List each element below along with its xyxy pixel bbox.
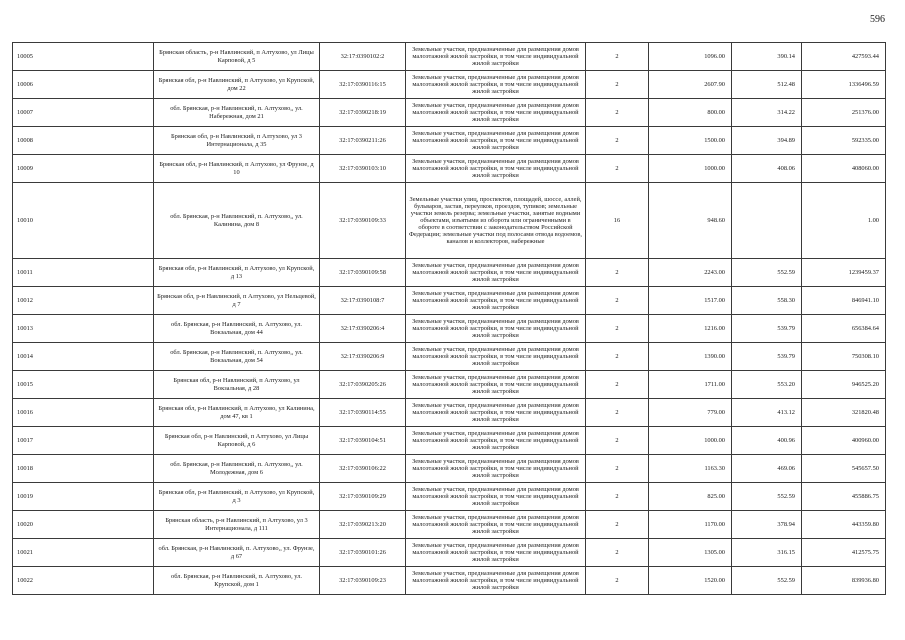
cadastral-value-cell: 1239459.37 <box>802 259 886 287</box>
record-id-cell: 10014 <box>13 343 154 371</box>
record-id-cell: 10022 <box>13 567 154 595</box>
table-row <box>13 427 886 455</box>
area-cell: 948.60 <box>649 183 732 259</box>
area-cell: 1216.00 <box>649 315 732 343</box>
land-use-cell: Земельные участки, предназначенные для размещения домов малоэтажной жилой застройки, в том числе индивидуальной жилой застройки <box>406 315 586 343</box>
specific-value-cell <box>732 183 802 259</box>
land-use-cell: Земельные участки улиц, проспектов, площадей, шоссе, аллей, бульваров, застав, переулков, проездов, тупиков; земельные участки земель резерва; земельные участки, занятые водными объектами, изъятыми из оборота или ограниченными в обороте в соответствии с законодательством Российской Федерации; земельные участки под полосами отвода водоемов, каналов и коллекторов, набережные <box>406 183 586 259</box>
land-use-cell: Земельные участки, предназначенные для размещения домов малоэтажной жилой застройки, в том числе индивидуальной жилой застройки <box>406 399 586 427</box>
cadastral-value-table <box>12 42 886 595</box>
cadastral-value-cell: 545657.50 <box>802 455 886 483</box>
use-group-cell: 2 <box>586 483 649 511</box>
cadastral-value-cell: 321820.48 <box>802 399 886 427</box>
cadastral-number-cell: 32:17:0390211:26 <box>320 127 406 155</box>
area-cell: 825.00 <box>649 483 732 511</box>
area-cell: 1520.00 <box>649 567 732 595</box>
page-number: 596 <box>870 14 885 25</box>
area-cell: 1517.00 <box>649 287 732 315</box>
address-cell: Брянская обл, р-н Навлинский, п Алтухово, ул Нельцевой, д 7 <box>154 287 320 315</box>
table-body <box>13 43 886 595</box>
address-cell: Брянская обл, р-н Навлинский, п Алтухово, ул Лицы Карповой, д 6 <box>154 427 320 455</box>
record-id-cell: 10007 <box>13 99 154 127</box>
land-use-cell: Земельные участки, предназначенные для размещения домов малоэтажной жилой застройки, в том числе индивидуальной жилой застройки <box>406 127 586 155</box>
table-row <box>13 567 886 595</box>
cadastral-number-cell: 32:17:0390106:22 <box>320 455 406 483</box>
cadastral-value-cell: 427593.44 <box>802 43 886 71</box>
use-group-cell: 2 <box>586 567 649 595</box>
specific-value-cell: 552.59 <box>732 483 802 511</box>
specific-value-cell: 413.12 <box>732 399 802 427</box>
land-use-cell: Земельные участки, предназначенные для размещения домов малоэтажной жилой застройки, в том числе индивидуальной жилой застройки <box>406 259 586 287</box>
table-row <box>13 155 886 183</box>
table-row <box>13 455 886 483</box>
specific-value-cell: 539.79 <box>732 343 802 371</box>
record-id-cell: 10010 <box>13 183 154 259</box>
table-row <box>13 315 886 343</box>
area-cell: 1305.00 <box>649 539 732 567</box>
use-group-cell: 2 <box>586 343 649 371</box>
address-cell: Брянская обл, р-н Навлинский, п Алтухово, ул Вокзальная, д 28 <box>154 371 320 399</box>
area-cell: 1096.00 <box>649 43 732 71</box>
land-use-cell: Земельные участки, предназначенные для размещения домов малоэтажной жилой застройки, в том числе индивидуальной жилой застройки <box>406 71 586 99</box>
cadastral-value-cell: 846941.10 <box>802 287 886 315</box>
specific-value-cell: 558.30 <box>732 287 802 315</box>
cadastral-number-cell: 32:17:0390109:58 <box>320 259 406 287</box>
use-group-cell: 2 <box>586 155 649 183</box>
use-group-cell: 16 <box>586 183 649 259</box>
address-cell: обл. Брянская, р-н Навлинский, п. Алтухово,, ул. Набережная, дом 21 <box>154 99 320 127</box>
cadastral-number-cell: 32:17:0390109:29 <box>320 483 406 511</box>
table-row <box>13 287 886 315</box>
land-use-cell: Земельные участки, предназначенные для размещения домов малоэтажной жилой застройки, в том числе индивидуальной жилой застройки <box>406 155 586 183</box>
area-cell: 800.00 <box>649 99 732 127</box>
record-id-cell: 10016 <box>13 399 154 427</box>
land-use-cell: Земельные участки, предназначенные для размещения домов малоэтажной жилой застройки, в том числе индивидуальной жилой застройки <box>406 343 586 371</box>
table-row <box>13 399 886 427</box>
specific-value-cell: 539.79 <box>732 315 802 343</box>
specific-value-cell: 316.15 <box>732 539 802 567</box>
cadastral-value-cell: 946525.20 <box>802 371 886 399</box>
cadastral-number-cell: 32:17:0390206:4 <box>320 315 406 343</box>
address-cell: Брянская обл, р-н Навлинский, п Алтухово, ул 3 Интернационала, д 35 <box>154 127 320 155</box>
record-id-cell: 10018 <box>13 455 154 483</box>
specific-value-cell: 400.96 <box>732 427 802 455</box>
specific-value-cell: 552.59 <box>732 259 802 287</box>
table-row <box>13 371 886 399</box>
address-cell: Брянская обл, р-н Навлинский, п Алтухово, ул Крупской, д 13 <box>154 259 320 287</box>
table-row <box>13 539 886 567</box>
address-cell: обл. Брянская, р-н Навлинский, п. Алтухово, ул. Крупской, дом 1 <box>154 567 320 595</box>
use-group-cell: 2 <box>586 315 649 343</box>
specific-value-cell: 469.06 <box>732 455 802 483</box>
address-cell: Брянская обл, р-н Навлинский, п Алтухово, ул Фрунзе, д 10 <box>154 155 320 183</box>
land-use-cell: Земельные участки, предназначенные для размещения домов малоэтажной жилой застройки, в том числе индивидуальной жилой застройки <box>406 455 586 483</box>
cadastral-number-cell: 32:17:0390116:15 <box>320 71 406 99</box>
land-use-cell: Земельные участки, предназначенные для размещения домов малоэтажной жилой застройки, в том числе индивидуальной жилой застройки <box>406 567 586 595</box>
area-cell: 2243.00 <box>649 259 732 287</box>
record-id-cell: 10020 <box>13 511 154 539</box>
record-id-cell: 10006 <box>13 71 154 99</box>
cadastral-value-cell: 412575.75 <box>802 539 886 567</box>
address-cell: Брянская обл, р-н Навлинский, п Алтухово, ул Калинина, дом 47, кв 1 <box>154 399 320 427</box>
record-id-cell: 10012 <box>13 287 154 315</box>
table-row <box>13 343 886 371</box>
cadastral-number-cell: 32:17:0390103:10 <box>320 155 406 183</box>
address-cell: обл. Брянская, р-н Навлинский, п. Алтухово,, ул. Калинина, дом 8 <box>154 183 320 259</box>
record-id-cell: 10015 <box>13 371 154 399</box>
area-cell: 1170.00 <box>649 511 732 539</box>
record-id-cell: 10005 <box>13 43 154 71</box>
use-group-cell: 2 <box>586 427 649 455</box>
land-use-cell: Земельные участки, предназначенные для размещения домов малоэтажной жилой застройки, в том числе индивидуальной жилой застройки <box>406 539 586 567</box>
table-row <box>13 127 886 155</box>
address-cell: обл. Брянская, р-н Навлинский, п. Алтухово, ул. Вокзальная, дом 44 <box>154 315 320 343</box>
address-cell: Брянская обл, р-н Навлинский, п Алтухово, ул Крупской, дом 22 <box>154 71 320 99</box>
land-use-cell: Земельные участки, предназначенные для размещения домов малоэтажной жилой застройки, в том числе индивидуальной жилой застройки <box>406 511 586 539</box>
land-use-cell: Земельные участки, предназначенные для размещения домов малоэтажной жилой застройки, в том числе индивидуальной жилой застройки <box>406 371 586 399</box>
cadastral-value-cell: 251376.00 <box>802 99 886 127</box>
land-use-cell: Земельные участки, предназначенные для размещения домов малоэтажной жилой застройки, в том числе индивидуальной жилой застройки <box>406 483 586 511</box>
specific-value-cell: 512.48 <box>732 71 802 99</box>
use-group-cell: 2 <box>586 455 649 483</box>
address-cell: Брянская область, р-н Навлинский, п Алтухово, ул Лицы Карповой, д 5 <box>154 43 320 71</box>
cadastral-value-cell: 408060.00 <box>802 155 886 183</box>
cadastral-value-cell: 1.00 <box>802 183 886 259</box>
area-cell: 1390.00 <box>649 343 732 371</box>
specific-value-cell: 408.06 <box>732 155 802 183</box>
cadastral-number-cell: 32:17:0390102:2 <box>320 43 406 71</box>
land-use-cell: Земельные участки, предназначенные для размещения домов малоэтажной жилой застройки, в том числе индивидуальной жилой застройки <box>406 287 586 315</box>
cadastral-value-cell: 592335.00 <box>802 127 886 155</box>
specific-value-cell: 390.14 <box>732 43 802 71</box>
cadastral-number-cell: 32:17:0390218:19 <box>320 99 406 127</box>
cadastral-value-cell: 750308.10 <box>802 343 886 371</box>
address-cell: Брянская обл, р-н Навлинский, п Алтухово, ул Крупской, д 3 <box>154 483 320 511</box>
record-id-cell: 10019 <box>13 483 154 511</box>
record-id-cell: 10008 <box>13 127 154 155</box>
land-use-cell: Земельные участки, предназначенные для размещения домов малоэтажной жилой застройки, в том числе индивидуальной жилой застройки <box>406 99 586 127</box>
cadastral-value-cell: 1336496.59 <box>802 71 886 99</box>
cadastral-value-cell: 839936.80 <box>802 567 886 595</box>
area-cell: 2607.90 <box>649 71 732 99</box>
cadastral-number-cell: 32:17:0390205:26 <box>320 371 406 399</box>
specific-value-cell: 552.59 <box>732 567 802 595</box>
area-cell: 1000.00 <box>649 427 732 455</box>
cadastral-number-cell: 32:17:0390104:51 <box>320 427 406 455</box>
cadastral-number-cell: 32:17:0390206:9 <box>320 343 406 371</box>
use-group-cell: 2 <box>586 43 649 71</box>
cadastral-number-cell: 32:17:0390114:55 <box>320 399 406 427</box>
table-row <box>13 71 886 99</box>
table-row <box>13 99 886 127</box>
area-cell: 1000.00 <box>649 155 732 183</box>
table-row <box>13 183 886 259</box>
use-group-cell: 2 <box>586 287 649 315</box>
record-id-cell: 10009 <box>13 155 154 183</box>
specific-value-cell: 378.94 <box>732 511 802 539</box>
table-row <box>13 511 886 539</box>
use-group-cell: 2 <box>586 71 649 99</box>
table-row <box>13 259 886 287</box>
use-group-cell: 2 <box>586 539 649 567</box>
cadastral-value-cell: 400960.00 <box>802 427 886 455</box>
land-use-cell: Земельные участки, предназначенные для размещения домов малоэтажной жилой застройки, в том числе индивидуальной жилой застройки <box>406 43 586 71</box>
cadastral-number-cell: 32:17:0390101:26 <box>320 539 406 567</box>
address-cell: обл. Брянская, р-н Навлинский, п. Алтухово,, ул. Вокзальная, дом 54 <box>154 343 320 371</box>
use-group-cell: 2 <box>586 511 649 539</box>
address-cell: обл. Брянская, р-н Навлинский, п. Алтухово,, ул. Молодежная, дом 6 <box>154 455 320 483</box>
specific-value-cell: 553.20 <box>732 371 802 399</box>
table-row <box>13 483 886 511</box>
specific-value-cell: 314.22 <box>732 99 802 127</box>
address-cell: Брянская область, р-н Навлинский, п Алтухово, ул 3 Интернационала, д 111 <box>154 511 320 539</box>
record-id-cell: 10011 <box>13 259 154 287</box>
cadastral-number-cell: 32:17:0390109:33 <box>320 183 406 259</box>
address-cell: обл. Брянская, р-н Навлинский, п. Алтухово,, ул. Фрунзе, д 67 <box>154 539 320 567</box>
area-cell: 779.00 <box>649 399 732 427</box>
cadastral-value-cell: 455886.75 <box>802 483 886 511</box>
use-group-cell: 2 <box>586 259 649 287</box>
cadastral-number-cell: 32:17:0390108:7 <box>320 287 406 315</box>
cadastral-value-cell: 443359.80 <box>802 511 886 539</box>
area-cell: 1163.30 <box>649 455 732 483</box>
specific-value-cell: 394.89 <box>732 127 802 155</box>
record-id-cell: 10021 <box>13 539 154 567</box>
area-cell: 1500.00 <box>649 127 732 155</box>
cadastral-value-cell: 656384.64 <box>802 315 886 343</box>
use-group-cell: 2 <box>586 99 649 127</box>
use-group-cell: 2 <box>586 399 649 427</box>
table-row <box>13 43 886 71</box>
cadastral-number-cell: 32:17:0390213:20 <box>320 511 406 539</box>
area-cell: 1711.00 <box>649 371 732 399</box>
use-group-cell: 2 <box>586 371 649 399</box>
use-group-cell: 2 <box>586 127 649 155</box>
land-use-cell: Земельные участки, предназначенные для размещения домов малоэтажной жилой застройки, в том числе индивидуальной жилой застройки <box>406 427 586 455</box>
record-id-cell: 10013 <box>13 315 154 343</box>
record-id-cell: 10017 <box>13 427 154 455</box>
cadastral-number-cell: 32:17:0390109:23 <box>320 567 406 595</box>
